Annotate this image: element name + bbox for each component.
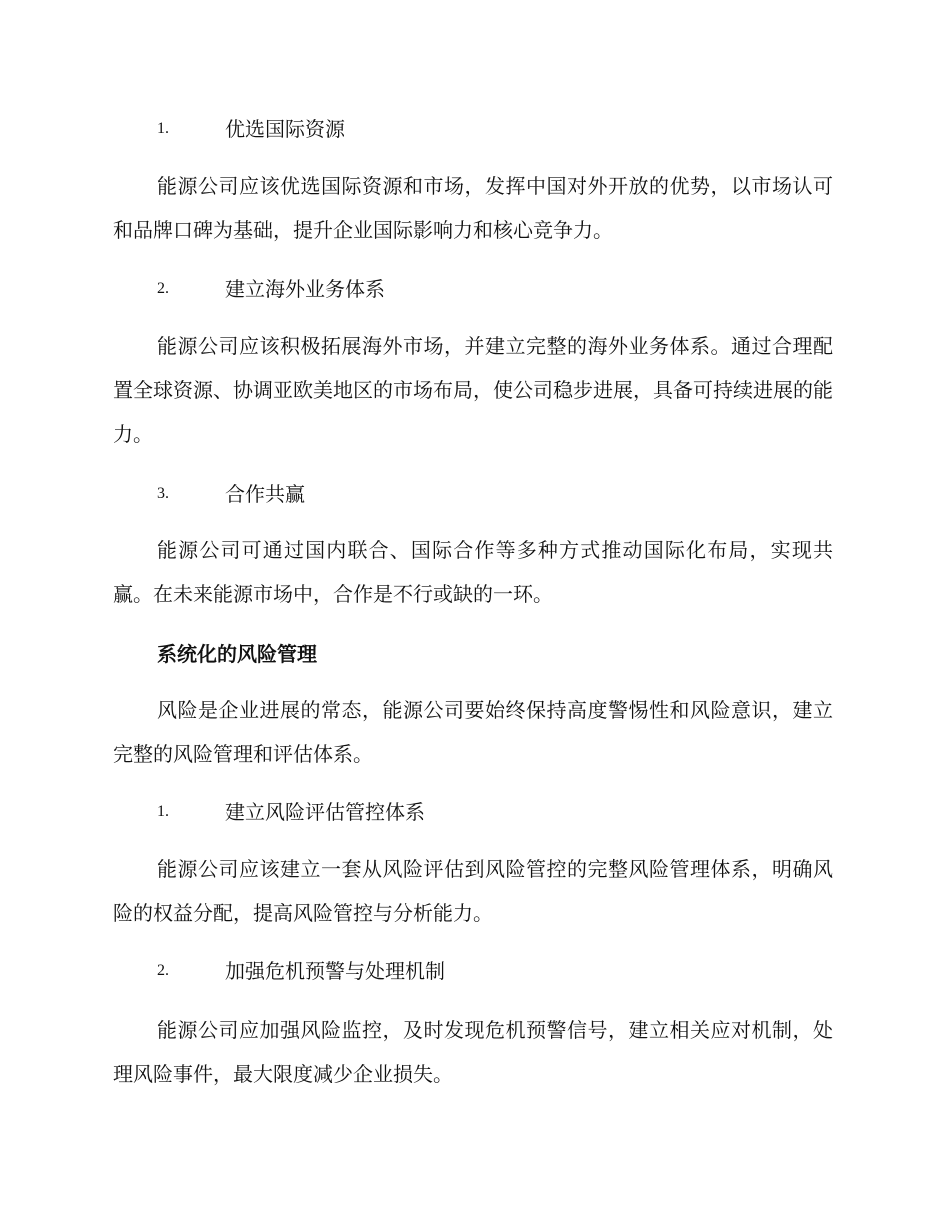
section-heading: 系统化的风险管理 bbox=[157, 642, 317, 666]
list-number: 1. bbox=[157, 803, 169, 820]
list-title: 优选国际资源 bbox=[225, 117, 345, 141]
risk-item-2 bbox=[113, 956, 833, 986]
paragraph: 能源公司可通过国内联合、国际合作等多种方式推动国际化布局，实现共赢。在未来能源市场中，合作是不行或缺的一环。 bbox=[113, 538, 833, 606]
list-title: 加强危机预警与处理机制 bbox=[225, 959, 445, 983]
risk-item-1 bbox=[113, 797, 833, 827]
paragraph: 能源公司应该优选国际资源和市场，发挥中国对外开放的优势，以市场认可和品牌口碑为基础，提升企业国际影响力和核心竞争力。 bbox=[113, 174, 833, 242]
paragraph: 能源公司应该建立一套从风险评估到风险管控的完整风险管理体系，明确风险的权益分配，提高风险管控与分析能力。 bbox=[113, 857, 833, 925]
list-number: 2. bbox=[157, 962, 169, 979]
list-number: 3. bbox=[157, 485, 169, 502]
list-item-2 bbox=[113, 274, 833, 304]
paragraph: 风险是企业进展的常态，能源公司要始终保持高度警惕性和风险意识，建立完整的风险管理和评估体系。 bbox=[113, 698, 833, 766]
list-item-1 bbox=[113, 114, 833, 144]
paragraph: 能源公司应该积极拓展海外市场，并建立完整的海外业务体系。通过合理配置全球资源、协调亚欧美地区的市场布局，使公司稳步进展，具备可持续进展的能力。 bbox=[113, 334, 833, 446]
list-title: 合作共赢 bbox=[225, 482, 305, 506]
list-item-3 bbox=[113, 479, 833, 509]
list-number: 1. bbox=[157, 120, 169, 137]
paragraph: 能源公司应加强风险监控，及时发现危机预警信号，建立相关应对机制，处理风险事件，最大限度减少企业损失。 bbox=[113, 1018, 833, 1086]
list-title: 建立风险评估管控体系 bbox=[225, 800, 425, 824]
list-number: 2. bbox=[157, 280, 169, 297]
list-title: 建立海外业务体系 bbox=[225, 277, 385, 301]
